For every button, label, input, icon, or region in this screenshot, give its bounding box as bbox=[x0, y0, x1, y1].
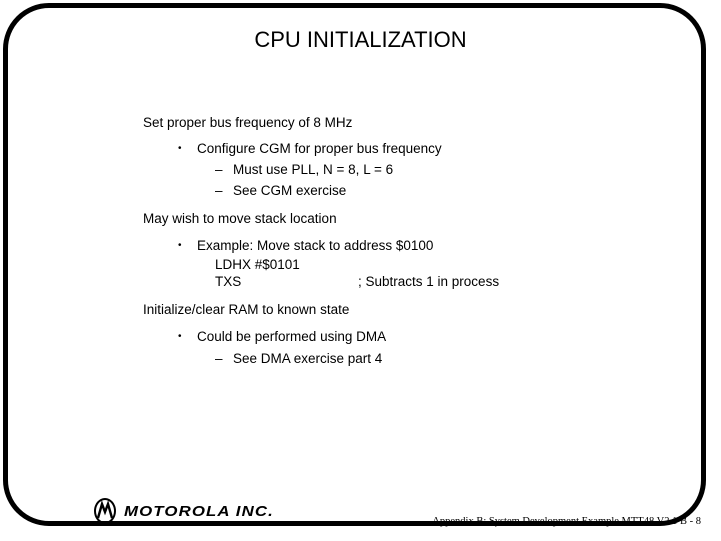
footer-text: Appendix B: System Development Example MTT48 V2.1 B - 8 bbox=[432, 516, 701, 527]
code-line-txs: TXS bbox=[215, 274, 242, 289]
code-line-ldhx: LDHX #$0101 bbox=[215, 257, 300, 272]
bullet-configure-cgm: Configure CGM for proper bus frequency bbox=[197, 141, 442, 156]
bullet-icon: • bbox=[178, 143, 182, 154]
section-heading-bus-frequency: Set proper bus frequency of 8 MHz bbox=[143, 115, 353, 130]
dash-icon: – bbox=[215, 183, 223, 198]
slide-frame bbox=[3, 3, 706, 526]
motorola-batwing-icon bbox=[94, 498, 116, 524]
section-heading-stack-location: May wish to move stack location bbox=[143, 211, 337, 226]
code-comment-txs: ; Subtracts 1 in process bbox=[358, 274, 500, 289]
dash-icon: – bbox=[215, 162, 223, 177]
bullet-example-move-stack: Example: Move stack to address $0100 bbox=[197, 238, 434, 253]
bullet-icon: • bbox=[178, 331, 182, 342]
motorola-logo-text: MOTOROLA INC. bbox=[124, 503, 274, 520]
subitem-pll-settings: Must use PLL, N = 8, L = 6 bbox=[233, 162, 394, 177]
bullet-icon: • bbox=[178, 240, 182, 251]
bullet-dma: Could be performed using DMA bbox=[197, 329, 387, 344]
section-heading-clear-ram: Initialize/clear RAM to known state bbox=[143, 302, 350, 317]
slide-title: CPU INITIALIZATION bbox=[254, 27, 467, 52]
subitem-cgm-exercise: See CGM exercise bbox=[233, 183, 347, 198]
dash-icon: – bbox=[215, 351, 223, 366]
subitem-dma-exercise: See DMA exercise part 4 bbox=[233, 351, 383, 366]
